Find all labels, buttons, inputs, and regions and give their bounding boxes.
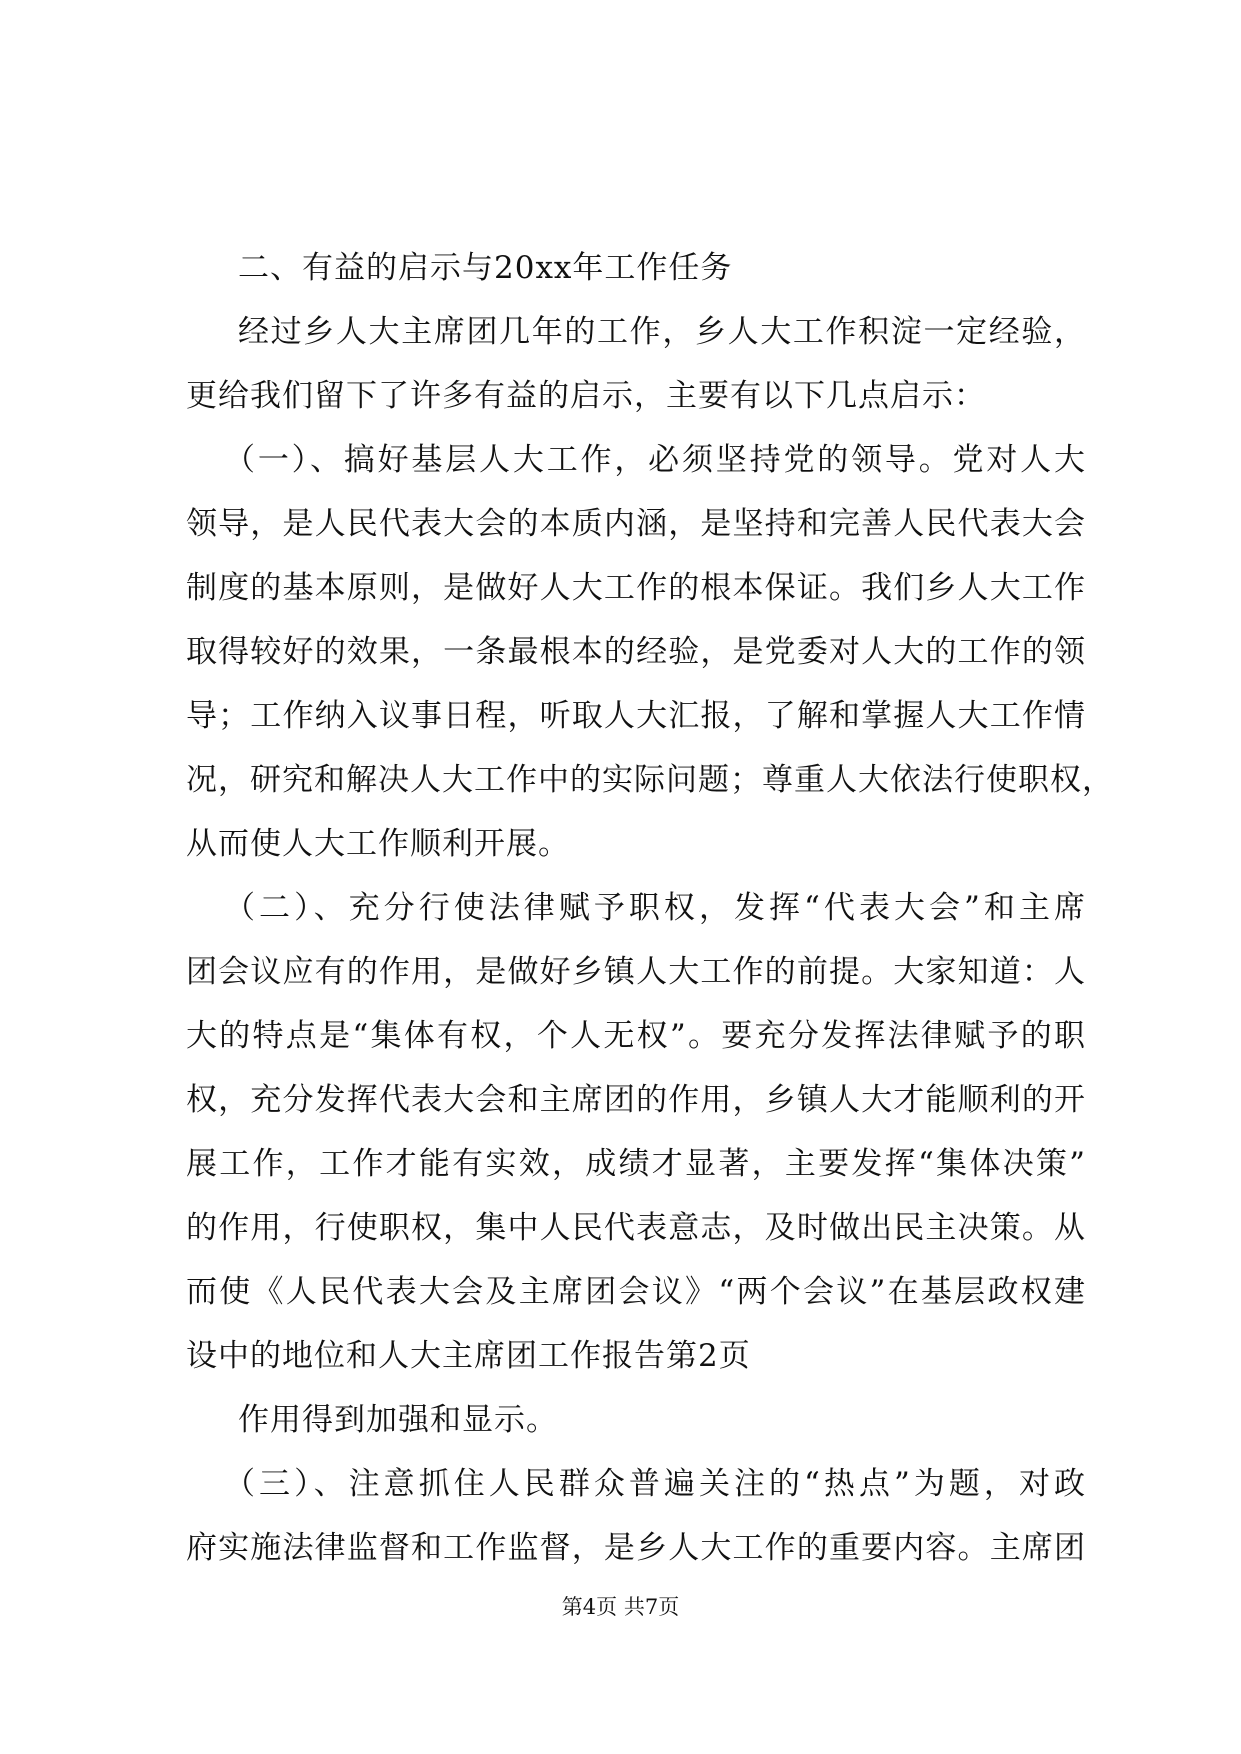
paragraph-line: 团会议应有的作用，是做好乡镇人大工作的前提。大家知道：人 <box>186 954 1086 990</box>
paragraph-line: 导；工作纳入议事日程，听取人大汇报，了解和掌握人大工作情 <box>186 698 1086 734</box>
paragraph-line: 而使《人民代表大会及主席团会议》“两个会议”在基层政权建 <box>186 1274 1086 1310</box>
paragraph-line: 大的特点是“集体有权，个人无权”。要充分发挥法律赋予的职 <box>186 1018 1086 1054</box>
paragraph-line: 领导，是人民代表大会的本质内涵，是坚持和完善人民代表大会 <box>186 506 1086 542</box>
paragraph-line: 取得较好的效果，一条最根本的经验，是党委对人大的工作的领 <box>186 634 1086 670</box>
page-number-footer: 第4页 共7页 <box>561 1595 680 1619</box>
paragraph-line: （一）、搞好基层人大工作，必须坚持党的领导。党对人大 <box>224 442 1086 478</box>
paragraph-line: 展工作，工作才能有实效，成绩才显著，主要发挥“集体决策” <box>186 1146 1086 1182</box>
paragraph-line: 府实施法律监督和工作监督，是乡人大工作的重要内容。主席团 <box>186 1530 1086 1566</box>
paragraph-line: 况，研究和解决人大工作中的实际问题；尊重人大依法行使职权， <box>186 762 1114 798</box>
paragraph-line: （三）、注意抓住人民群众普遍关注的“热点”为题，对政 <box>224 1466 1086 1502</box>
paragraph-line: 从而使人大工作顺利开展。 <box>186 826 570 862</box>
paragraph-line: 更给我们留下了许多有益的启示，主要有以下几点启示： <box>186 378 986 414</box>
paragraph-line: 作用得到加强和显示。 <box>238 1402 558 1438</box>
paragraph-line: 权，充分发挥代表大会和主席团的作用，乡镇人大才能顺利的开 <box>186 1082 1086 1118</box>
paragraph-line: 经过乡人大主席团几年的工作，乡人大工作积淀一定经验， <box>238 314 1086 350</box>
paragraph-line: 制度的基本原则，是做好人大工作的根本保证。我们乡人大工作 <box>186 570 1086 606</box>
document-body <box>186 236 1114 1580</box>
section-heading: 二、有益的启示与20xx年工作任务 <box>238 250 733 286</box>
paragraph-line: 的作用，行使职权，集中人民代表意志，及时做出民主决策。从 <box>186 1210 1086 1246</box>
paragraph-line: 设中的地位和人大主席团工作报告第2页 <box>186 1338 751 1374</box>
paragraph-line: （二）、充分行使法律赋予职权，发挥“代表大会”和主席 <box>224 890 1086 926</box>
